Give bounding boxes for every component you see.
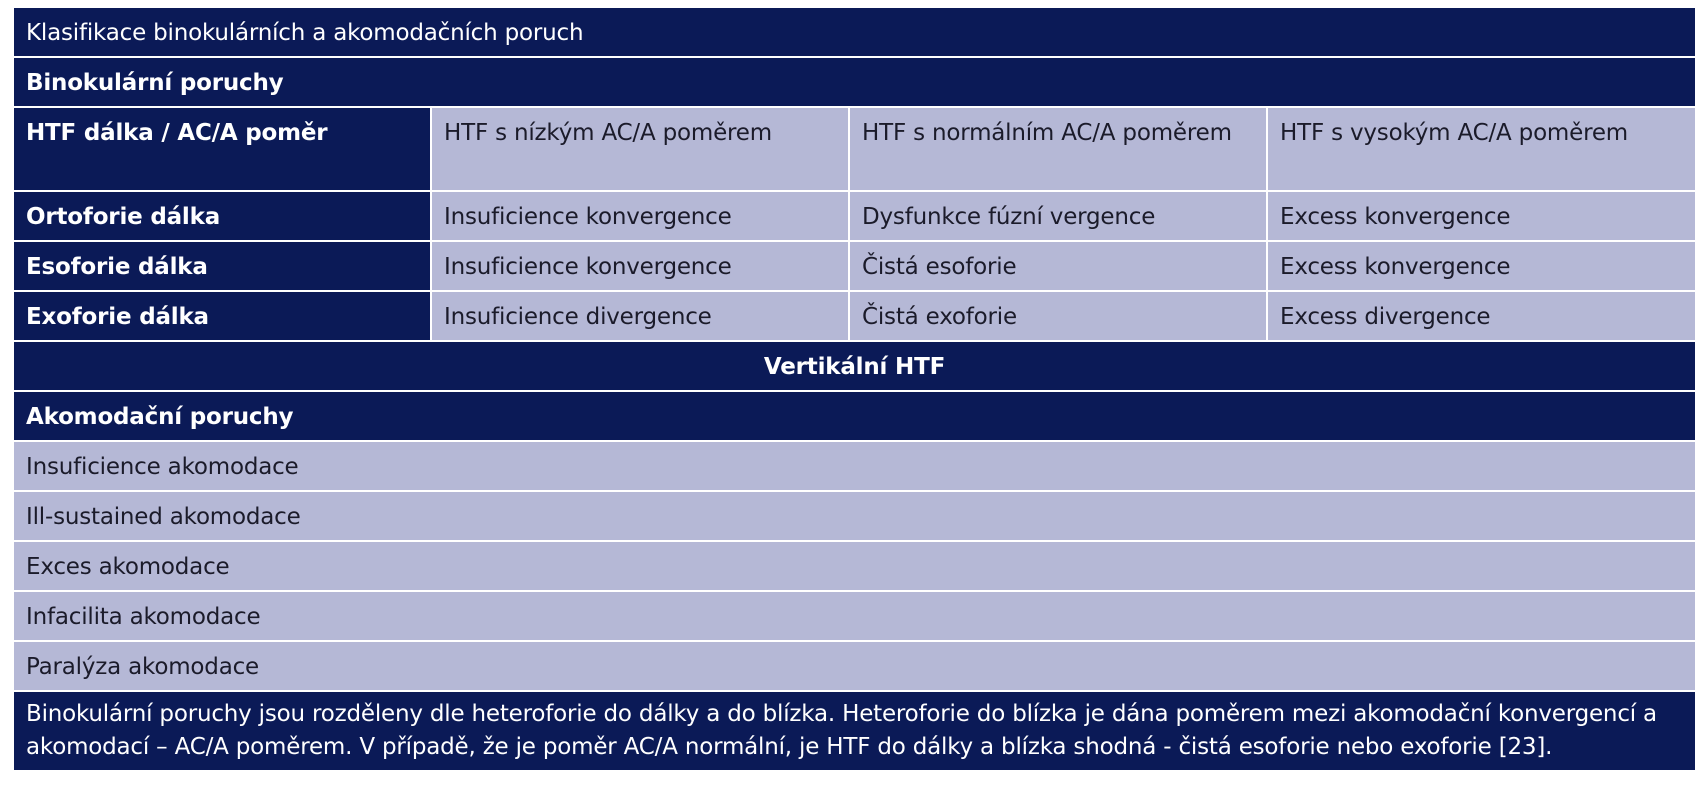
footnote-row <box>13 691 1696 771</box>
table-cell: Insuficience divergence <box>431 291 849 341</box>
table-cell: Čistá exoforie <box>849 291 1267 341</box>
accommodative-item: Ill-sustained akomodace <box>13 491 1696 541</box>
table-row <box>13 191 1696 241</box>
table-row <box>13 291 1696 341</box>
vertical-htf-row <box>13 341 1696 391</box>
table-title: Klasifikace binokulárních a akomodačních poruch <box>13 7 1696 57</box>
accommodative-item: Paralýza akomodace <box>13 641 1696 691</box>
accommodative-item: Insuficience akomodace <box>13 441 1696 491</box>
section-label-accommodative: Akomodační poruchy <box>13 391 1696 441</box>
section-row-binocular <box>13 57 1696 107</box>
table-footnote: Binokulární poruchy jsou rozděleny dle heteroforie do dálky a do blízka. Heteroforie do blízka je dána poměrem mezi akomodační konvergencí a akomodací – AC/A poměrem. V případě, že je poměr AC/A normální, je HTF do dálky a blízka shodná - čistá esoforie nebo exoforie [23]. <box>13 691 1696 771</box>
list-item <box>13 441 1696 491</box>
list-item <box>13 641 1696 691</box>
table-cell: Excess konvergence <box>1267 191 1696 241</box>
table-cell: Insuficience konvergence <box>431 241 849 291</box>
row-label-esophoria: Esoforie dálka <box>13 241 431 291</box>
list-item <box>13 491 1696 541</box>
table-cell: Excess konvergence <box>1267 241 1696 291</box>
section-row-accommodative <box>13 391 1696 441</box>
accommodative-item: Exces akomodace <box>13 541 1696 591</box>
row-label-orthophoria: Ortoforie dálka <box>13 191 431 241</box>
table-title-row <box>13 7 1696 57</box>
vertical-htf-label: Vertikální HTF <box>13 341 1696 391</box>
row-header-label: HTF dálka / AC/A poměr <box>13 107 431 191</box>
classification-table <box>12 6 1697 772</box>
table-cell: Dysfunkce fúzní vergence <box>849 191 1267 241</box>
table-cell: Insuficience konvergence <box>431 191 849 241</box>
table-cell: Excess divergence <box>1267 291 1696 341</box>
column-header-high-aca: HTF s vysokým AC/A poměrem <box>1267 107 1696 191</box>
column-header-low-aca: HTF s nízkým AC/A poměrem <box>431 107 849 191</box>
list-item <box>13 591 1696 641</box>
list-item <box>13 541 1696 591</box>
column-header-normal-aca: HTF s normálním AC/A poměrem <box>849 107 1267 191</box>
section-label-binocular: Binokulární poruchy <box>13 57 1696 107</box>
classification-table-container <box>12 6 1695 772</box>
row-label-exophoria: Exoforie dálka <box>13 291 431 341</box>
accommodative-item: Infacilita akomodace <box>13 591 1696 641</box>
table-row <box>13 241 1696 291</box>
table-cell: Čistá esoforie <box>849 241 1267 291</box>
table-header-row <box>13 107 1696 191</box>
